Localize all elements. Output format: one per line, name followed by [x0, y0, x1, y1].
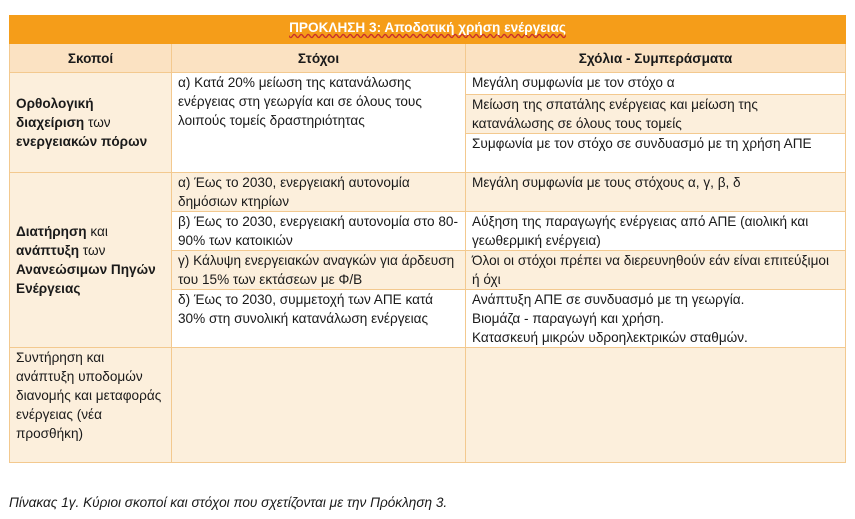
goal-cell-2: [10, 173, 172, 348]
comment-line: Ανάπτυξη ΑΠΕ σε συνδυασμό με τη γεωργία.: [472, 292, 745, 307]
comment-cell-1b: Μείωση της σπατάλης ενέργειας και μείωση της κατανάλωσης σε όλους τους τομείς: [466, 95, 846, 134]
goal1-text-2: των: [84, 115, 111, 130]
target-cell-2b: β) Έως το 2030, ενεργειακή αυτονομία στο 80-90% των κατοικιών: [172, 212, 466, 251]
goal2-bold-5: Ανανεώσιμων Πηγών Ενέργειας: [16, 262, 156, 296]
goal1-bold-1: Ορθολογική διαχείριση: [16, 96, 94, 130]
column-header-row: [10, 44, 846, 73]
table-title: [10, 16, 846, 44]
goal2-text-4: των: [79, 243, 106, 258]
target-cell-2a: α) Έως το 2030, ενεργειακή αυτονομία δημόσιων κτηρίων: [172, 173, 466, 212]
table-title-row: [10, 16, 846, 44]
target-cell-2c: γ) Κάλυψη ενεργειακών αναγκών για άρδευση του 15% των εκτάσεων με Φ/Β: [172, 251, 466, 290]
comment-cell-3: [466, 348, 846, 463]
header-comments: Σχόλια - Συμπεράσματα: [466, 44, 846, 73]
comment-line: Βιομάζα - παραγωγή και χρήση.: [472, 311, 664, 326]
comment-cell-1a: Μεγάλη συμφωνία με τον στόχο α: [466, 73, 846, 95]
table-caption: Πίνακας 1γ. Κύριοι σκοποί και στόχοι που σχετίζονται με την Πρόκληση 3.: [9, 495, 448, 510]
target-cell-3: [172, 348, 466, 463]
header-targets: Στόχοι: [172, 44, 466, 73]
table-title-text: ΠΡΟΚΛΗΣΗ 3: Αποδοτική χρήση ενέργειας: [289, 20, 566, 35]
comment-cell-2b: Αύξηση της παραγωγής ενέργειας από ΑΠΕ (αιολική και γεωθερμική ενέργεια): [466, 212, 846, 251]
comment-cell-2a: Μεγάλη συμφωνία με τους στόχους α, γ, β, δ: [466, 173, 846, 212]
challenge-table: [9, 15, 846, 463]
goal2-bold-3: ανάπτυξη: [16, 243, 80, 258]
target-cell-1a: α) Κατά 20% μείωση της κατανάλωσης ενέργειας στη γεωργία και σε όλους τους λοιπούς τομείς δραστηριότητας: [172, 73, 466, 173]
header-goals: Σκοποί: [10, 44, 172, 73]
goal2-text-2: και: [86, 224, 108, 239]
comment-cell-2d: [466, 290, 846, 348]
goal1-bold-3: ενεργειακών πόρων: [16, 134, 148, 149]
goal-cell-1: [10, 73, 172, 173]
comment-cell-2c: Όλοι οι στόχοι πρέπει να διερευνηθούν εάν είναι επιτεύξιμοι ή όχι: [466, 251, 846, 290]
table-row: [10, 173, 846, 212]
comment-line: Κατασκευή μικρών υδροηλεκτρικών σταθμών.: [472, 330, 748, 345]
target-cell-2d: δ) Έως το 2030, συμμετοχή των ΑΠΕ κατά 30% στη συνολική κατανάλωση ενέργειας: [172, 290, 466, 348]
comment-cell-1c: Συμφωνία με τον στόχο σε συνδυασμό με τη χρήση ΑΠΕ: [466, 134, 846, 173]
goal2-bold-1: Διατήρηση: [16, 224, 87, 239]
table-row: [10, 73, 846, 95]
goal-cell-3: Συντήρηση και ανάπτυξη υποδομών διανομής και μεταφοράς ενέργειας (νέα προσθήκη): [10, 348, 172, 463]
table-row: [10, 348, 846, 463]
